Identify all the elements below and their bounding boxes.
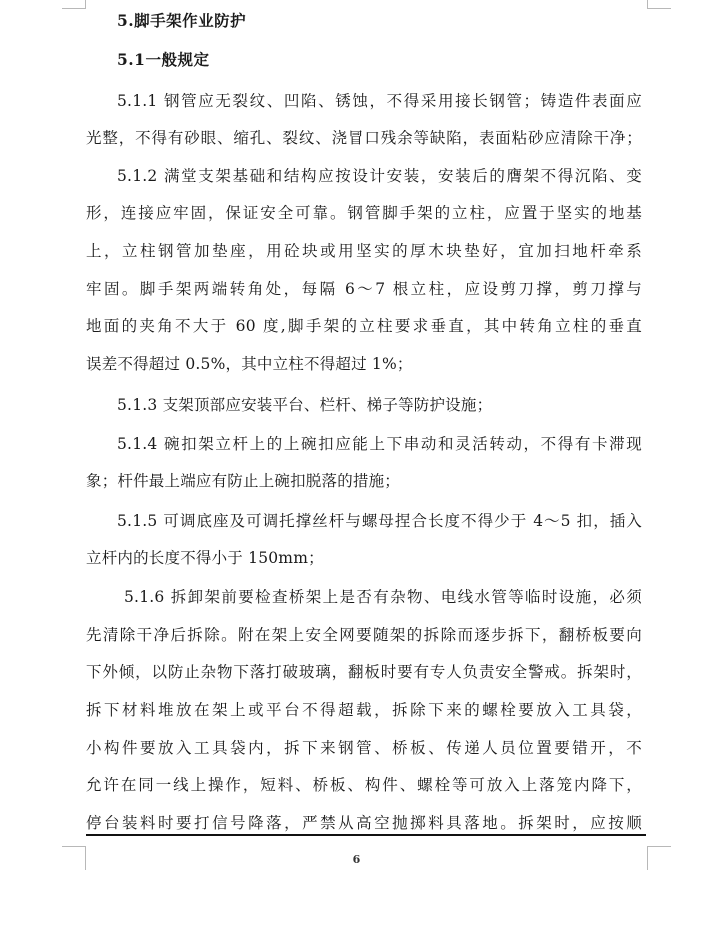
paragraph-line: 先清除干净后拆除。附在架上安全网要随架的拆除而逐步拆下，翻桥板要向 <box>86 626 642 644</box>
crop-mark-bottom-left-h <box>62 846 86 847</box>
page-number: 6 <box>352 853 361 866</box>
paragraph-line: 5.1.2 满堂支架基础和结构应按设计安装，安装后的膺架不得沉陷、变 <box>117 167 642 185</box>
paragraph-line: 5.1.6 拆卸架前要检查桥架上是否有杂物、电线水管等临时设施，必须 <box>124 588 642 606</box>
paragraph-line: 小构件要放入工具袋内，拆下来钢管、桥板、传递人员位置要错开，不 <box>86 739 642 757</box>
crop-mark-top-right-h <box>647 8 671 9</box>
paragraph-line: 5.1.1 钢管应无裂纹、凹陷、锈蚀，不得采用接长钢管；铸造件表面应 <box>117 92 642 110</box>
paragraph-line: 拆下材料堆放在架上或平台不得超载，拆除下来的螺栓要放入工具袋， <box>86 701 642 719</box>
paragraph-line: 形，连接应牢固，保证安全可靠。钢管脚手架的立柱，应置于坚实的地基 <box>86 204 642 222</box>
crop-mark-top-right-v <box>647 0 648 8</box>
paragraph-line: 牢固。脚手架两端转角处，每隔 6～7 根立柱，应设剪刀撑，剪刀撑与 <box>86 280 642 298</box>
paragraph-line: 光整，不得有砂眼、缩孔、裂纹、浇冒口残余等缺陷，表面粘砂应清除干净； <box>86 129 642 147</box>
paragraph-line: 下外倾，以防止杂物下落打破玻璃，翻板时要有专人负责安全警戒。拆架时， <box>86 663 642 681</box>
subsection-heading: 5.1一般规定 <box>117 50 210 69</box>
paragraph-line: 象；杆件最上端应有防止上碗扣脱落的措施； <box>86 472 401 490</box>
paragraph-line: 立杆内的长度不得小于 150mm； <box>86 549 324 567</box>
paragraph-line: 误差不得超过 0.5%，其中立柱不得超过 1%； <box>86 355 413 373</box>
crop-mark-top-left-h <box>62 8 86 9</box>
paragraph-line: 停台装料时要打信号降落，严禁从高空抛掷料具落地。拆架时，应按顺 <box>86 814 642 832</box>
paragraph-line: 地面的夹角不大于 60 度,脚手架的立柱要求垂直，其中转角立柱的垂直 <box>86 317 642 335</box>
paragraph-line: 5.1.5 可调底座及可调托撑丝杆与螺母捏合长度不得少于 4～5 扣，插入 <box>117 512 642 530</box>
crop-mark-top-left-v <box>85 0 86 8</box>
footer-rule <box>86 834 646 836</box>
paragraph-line: 上，立柱钢管加垫座，用砼块或用坚实的厚木块垫好，宜加扫地杆牵系 <box>86 242 642 260</box>
paragraph-line: 允许在同一线上操作，短料、桥板、构件、螺栓等可放入上落笼内降下， <box>86 776 642 794</box>
crop-mark-bottom-right-h <box>647 846 671 847</box>
paragraph-line: 5.1.4 碗扣架立杆上的上碗扣应能上下串动和灵活转动，不得有卡滞现 <box>117 435 642 453</box>
section-heading: 5.脚手架作业防护 <box>117 11 247 30</box>
paragraph-line: 5.1.3 支架顶部应安装平台、栏杆、梯子等防护设施； <box>117 396 493 414</box>
